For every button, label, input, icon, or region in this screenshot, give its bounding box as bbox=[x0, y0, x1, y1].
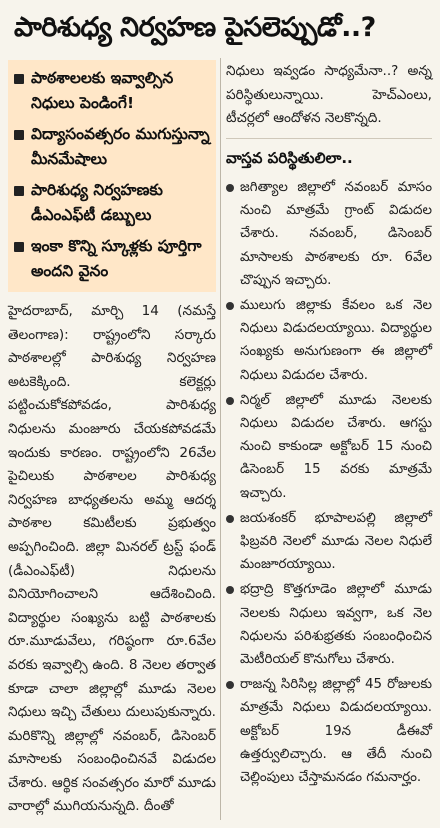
fact-text: ములుగు జిల్లాకు కేవలం ఒక నెల నిధులు విడుదలయ్యాయి. విద్యార్థుల సంఖ్యకు అనుగుణంగా ఈ జిల్లాలో నిధులు విడుదల చేశారు. bbox=[240, 298, 432, 383]
article-body-right: నిధులు ఇవ్వడం సాధ్యమేనా..? అన్న పరిస్థితులున్నాయి. హెచ్‌ఎంలు, టీచర్లలో ఆందోళన నెలకొన్నది. bbox=[226, 63, 432, 127]
fact-item bbox=[226, 507, 432, 577]
highlight-item bbox=[14, 178, 210, 228]
round-bullet-icon bbox=[226, 302, 234, 310]
round-bullet-icon bbox=[226, 184, 234, 192]
highlights-box bbox=[8, 60, 216, 292]
highlight-item bbox=[14, 66, 210, 116]
fact-text: జగిత్యాల జిల్లాలో నవంబర్‌ మాసం నుంచి మాత్రమే గ్రాంట్‌ విడుదల చేశారు. నవంబర్‌, డిసెంబర్‌ మాసాలకు పాఠశాలకు రూ. 6వేల చొప్పున ఇచ్చారు. bbox=[240, 180, 432, 288]
facts-list bbox=[226, 176, 432, 791]
subheading: వాస్తవ పరిస్థితులిలా.. bbox=[226, 149, 353, 167]
highlight-text: పాఠశాలలకు ఇవ్వాల్సిన నిధులు పెండింగే! bbox=[31, 69, 174, 112]
column-divider bbox=[220, 58, 221, 820]
round-bullet-icon bbox=[226, 397, 234, 405]
highlight-text: పారిశుధ్య నిర్వహణకు డీఎంఎఫ్‌టీ డబ్బులు bbox=[31, 181, 163, 224]
highlight-text: విద్యాసంవత్సరం ముగుస్తున్నా మీనమేషాలు bbox=[31, 125, 210, 168]
fact-item bbox=[226, 673, 432, 789]
highlight-text: ఇంకా కొన్ని స్కూళ్లకు పూర్తిగా అందని వైనం bbox=[31, 237, 202, 280]
section-rule bbox=[226, 138, 432, 139]
fact-text: రాజన్న సిరిసిల్ల జిల్లాల్లో 45 రోజులకు మాత్రమే నిధులు విడుదలయ్యాయి. అక్టోబర్‌ 19న డీఈవో ఉత్తర్వులిచ్చారు. ఆ తేదీ నుంచి చెల్లింపులు చేస్తామనడం గమనార్హం. bbox=[240, 677, 432, 786]
fact-item bbox=[226, 389, 432, 505]
fact-item bbox=[226, 578, 432, 671]
square-bullet-icon bbox=[14, 242, 24, 252]
highlight-item bbox=[14, 234, 210, 284]
round-bullet-icon bbox=[226, 681, 234, 689]
fact-text: నిర్మల్‌ జిల్లాలో మూడు నెలలకు నిధులు విడుదల చేశారు. ఆగస్టు నుంచి కాకుండా అక్టోబర్‌ 15 నుంచి డిసెంబర్‌ 15 వరకు మాత్రమే ఇచ్చారు. bbox=[240, 392, 432, 501]
square-bullet-icon bbox=[14, 186, 24, 196]
square-bullet-icon bbox=[14, 74, 24, 84]
fact-item bbox=[226, 294, 432, 387]
article-body-left: హైదరాబాద్‌, మార్చి 14 (నమస్తే తెలంగాణ): రాష్ట్రంలోని సర్కారు పాఠశాలల్లో పారిశుధ్య నిర్వహణ అటకెక్కింది. కలెక్టర్లు పట్టించుకోకపోవడం, పారిశుధ్య నిధులను మంజూరు చేయకపోవడమే ఇందుకు కారణం. రాష్ట్రంలోని 26వేల పైచిలుకు పాఠశాలల పారిశుధ్య నిర్వహణ బాధ్యతలను అమ్మ ఆదర్శ పాఠశాల కమిటీలకు ప్రభుత్వం అప్పగించింది. జిల్లా మినరల్‌ ట్రస్ట్‌ ఫండ్‌ (డీఎంఎఫ్‌టీ) నిధులను వినియోగించాలని ఆదేశించింది. విద్యార్థుల సంఖ్యను బట్టి పాఠశాలకు రూ.మూడువేలు, గరిష్ఠంగా రూ.6వేల వరకు ఇవ్వాల్సి ఉంది. 8 నెలల తర్వాత కూడా చాలా జిల్లాల్లో మూడు నెలల నిధులు ఇచ్చి చేతులు దులుపుకున్నారు. మరికొన్ని జిల్లాల్లో నవంబర్‌, డిసెంబర్‌ మాసాలకు సంబంధించినవే విడుదల చేశారు. ఆర్థిక సంవత్సరం మారో మూడు వారాల్లో ముగియనున్నది. దీంతో bbox=[8, 303, 216, 815]
round-bullet-icon bbox=[226, 515, 234, 523]
fact-text: భద్రాద్రి కొత్తగూడెం జిల్లాలో మూడు నెలలకు నిధులు ఇవ్వగా, ఒక నెల నిధులను పరిశుభ్రతకు సంబంధించిన మెటీరియల్‌ కొనుగోలు చేశారు. bbox=[240, 582, 432, 668]
headline: పారిశుధ్య నిర్వహణ పైసలెప్పుడో..? bbox=[14, 12, 376, 43]
fact-text: జయశంకర్‌ భూపాలపల్లి జిల్లాలో ఫిబ్రవరి నెలలో మూడు నెలల నిధులే మంజూరయ్యాయి. bbox=[240, 510, 432, 573]
square-bullet-icon bbox=[14, 130, 24, 140]
highlight-item bbox=[14, 122, 210, 172]
round-bullet-icon bbox=[226, 586, 234, 594]
fact-item bbox=[226, 176, 432, 292]
